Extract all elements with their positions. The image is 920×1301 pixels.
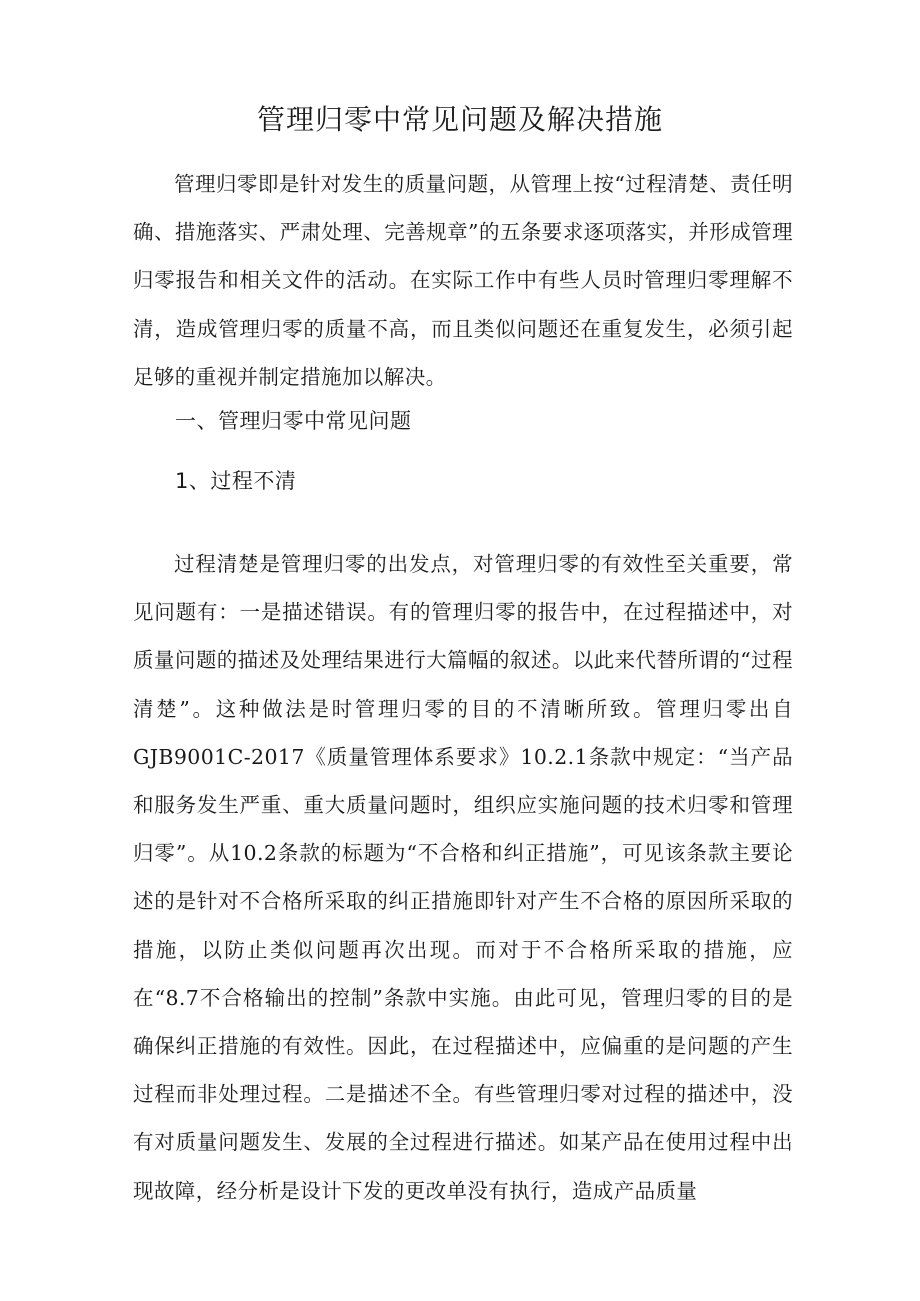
document-title: 管理归零中常见问题及解决措施 xyxy=(256,103,663,136)
intro-paragraph: 管理归零即是针对发生的质量问题，从管理上按“过程清楚、责任明确、措施落实、严肃处理、完善规章”的五条要求逐项落实，并形成管理归零报告和相关文件的活动。在实际工作中有些人员时管理归零理解不清，造成管理归零的质量不高，而且类似问题还在重复发生，必须引起足够的重视并制定措施加以解决。 xyxy=(133,172,793,389)
subsection-heading: 1、过程不清 xyxy=(175,469,297,493)
body-paragraph: 过程清楚是管理归零的出发点，对管理归零的有效性至关重要，常见问题有：一是描述错误。有的管理归零的报告中，在过程描述中，对质量问题的描述及处理结果进行大篇幅的叙述。以此来代替所谓的“过程清楚”。这种做法是时管理归零的目的不清晰所致。管理归零出自GJB9001C-2017《质量管理体系要求》10.2.1条款中规定：“当产品和服务发生严重、重大质量问题时，组织应实施问题的技术归零和管理归零”。从10.2条款的标题为“不合格和纠正措施”，可见该条款主要论述的是针对不合格所采取的纠正措施即针对产生不合格的原因所采取的措施，以防止类似问题再次出现。而对于不合格所采取的措施，应在“8.7不合格输出的控制”条款中实施。由此可见，管理归零的目的是确保纠正措施的有效性。因此，在过程描述中，应偏重的是问题的产生过程而非处理过程。二是描述不全。有些管理归零对过程的描述中，没有对质量问题发生、发展的全过程进行描述。如某产品在使用过程中出现故障，经分析是设计下发的更改单没有执行，造成产品质量 xyxy=(133,552,793,1203)
section-heading: 一、管理归零中常见问题 xyxy=(175,409,412,433)
